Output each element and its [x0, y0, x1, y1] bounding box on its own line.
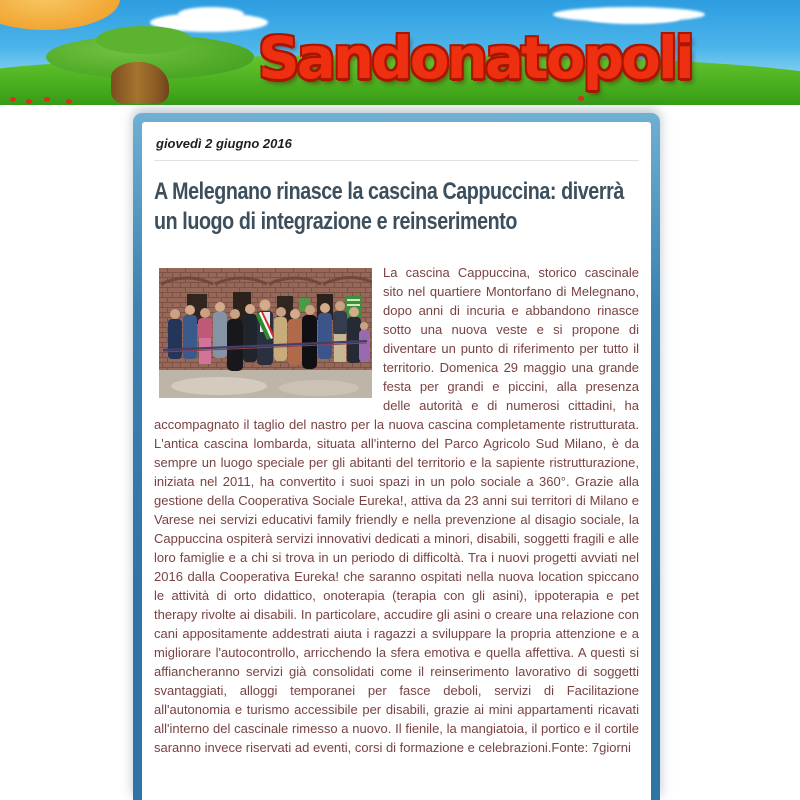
post-card	[142, 122, 651, 800]
post-text: La cascina Cappuccina, storico cascinale sito nel quartiere Montorfano di Melegnano, dopo anni di incuria e abbandono rinasce sotto una nuova veste e si propone di diventare un punto di riferimento per tutto il territorio. Domenica 29 maggio una grande festa per grandi e piccini, alla presenza delle autorità e di numerosi cittadini, ha accompagnato il taglio del nastro per la nuova cascina completamente ristrutturata. L'antica cascina lombarda, situata all'interno del Parco Agricolo Sud Milano, è da sempre un luogo speciale per gli abitanti del territorio e la sapiente ristrutturazione, iniziata nel 2011, ha convertito i suoi spazi in un polo sociale a 360°. Grazie alla gestione della Cooperativa Sociale Eureka!, attiva da 23 anni sui territori di Milano e Varese nei servizi educativi family friendly e nella prevenzione al disagio sociale, la Cappuccina ospiterà servizi innovativi dedicati a minori, disabili, soggetti fragili e alle loro famiglie e a chi si trova in un periodo di difficoltà. Tra i nuovi progetti avviati nel 2016 dalla Cooperativa Eureka! che saranno ospitati nella nuova location spiccano le attività di orto didattico, onoterapia (terapia con gli asini), ippoterapia e pet therapy rivolte ai disabili. In particolare, accudire gli asini o creare una relazione con cani appositamente addestrati aiuta i ragazzi a sviluppare la propria attenzione e a migliorare l'autocontrollo, arricchendo la sfera emotiva e quella affettiva. A questi si affiancheranno servizi già consolidati come il reinserimento lavorativo di soggetti svantaggiati, alloggi temporanei per fasce deboli, servizi di Facilitazione all'autonomia e turismo accessibile per disabili, grazie ai mini appartamenti ricavati all'interno del cascinale rimesso a nuovo. Il fienile, la mangiatoia, il portico e il cortile saranno invece riservati ad eventi, corsi di formazione e celebrazioni.Fonte: 7giorni	[154, 265, 639, 755]
flower-icon	[26, 99, 32, 104]
blog-title: Sandonatopoli	[258, 24, 692, 92]
blog-header-banner[interactable]	[0, 0, 800, 105]
post-frame	[133, 113, 660, 800]
post-body	[154, 263, 639, 757]
cloud-icon	[178, 7, 244, 21]
post-date: giovedì 2 giugno 2016	[156, 136, 292, 151]
flower-icon	[44, 97, 50, 102]
ceremony-photo[interactable]	[159, 268, 372, 398]
post-title-link[interactable]: A Melegnano rinasce la cascina Cappuccina: diverrà un luogo di integrazione e reinserimento	[154, 178, 624, 235]
flower-icon	[10, 97, 16, 102]
tree-trunk	[111, 62, 169, 104]
date-separator	[154, 160, 639, 161]
sun-icon	[0, 0, 120, 30]
tree-foliage	[96, 26, 192, 54]
flower-icon	[66, 99, 72, 104]
